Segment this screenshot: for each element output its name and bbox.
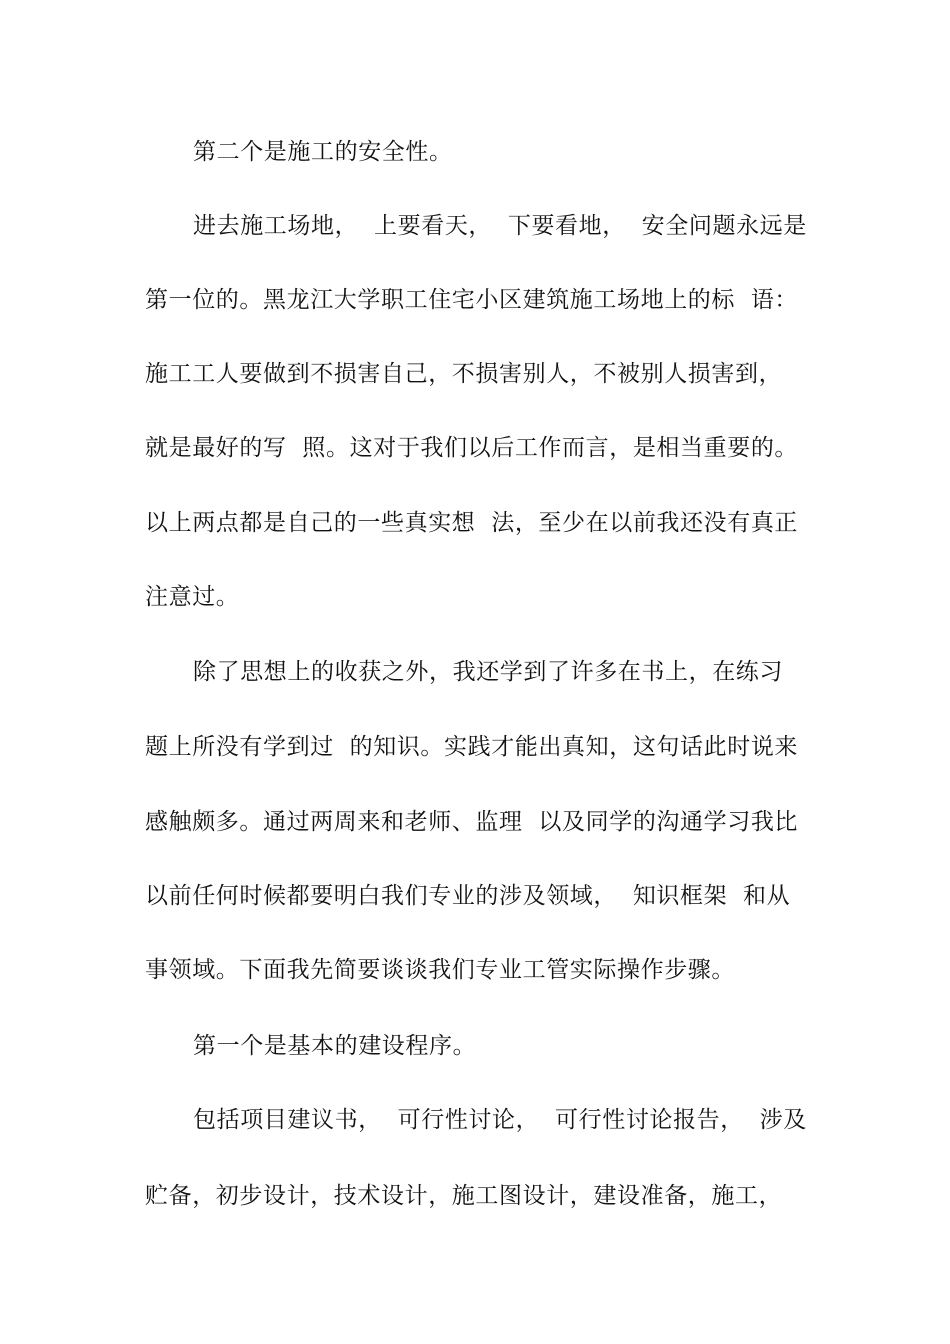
paragraph-line: 第一位的。黑龙江大学职工住宅小区建筑施工场地上的标 语： (145, 287, 799, 313)
paragraph-line: 感触颇多。通过两周来和老师、监理 以及同学的沟通学习我比 (145, 809, 799, 835)
paragraph-line: 施工工人要做到不损害自己，不损害别人，不被别人损害到， (145, 361, 783, 387)
paragraph-line: 进去施工场地， 上要看天， 下要看地， 安全问题永远是 (193, 213, 807, 239)
paragraph-line: 贮备，初步设计，技术设计，施工图设计，建设准备，施工， (145, 1183, 783, 1209)
paragraph-line: 事领域。下面我先简要谈谈我们专业工管实际操作步骤。 (145, 957, 735, 983)
paragraph-line: 就是最好的写 照。这对于我们以后工作而言，是相当重要的。 (145, 435, 799, 461)
paragraph-line: 除了思想上的收获之外，我还学到了许多在书上，在练习 (193, 659, 783, 685)
paragraph-line: 题上所没有学到过 的知识。实践才能出真知，这句话此时说来 (145, 734, 799, 760)
paragraph-line: 注意过。 (145, 584, 240, 610)
paragraph-line: 以前任何时候都要明白我们专业的涉及领域， 知识框架 和从 (145, 883, 791, 909)
paragraph-line: 以上两点都是自己的一些真实想 法，至少在以前我还没有真正 (145, 510, 799, 536)
paragraph-line: 第二个是施工的安全性。 (193, 139, 453, 165)
paragraph-line: 包括项目建议书， 可行性讨论， 可行性讨论报告， 涉及 (193, 1107, 807, 1133)
paragraph-line: 第一个是基本的建设程序。 (193, 1033, 477, 1059)
